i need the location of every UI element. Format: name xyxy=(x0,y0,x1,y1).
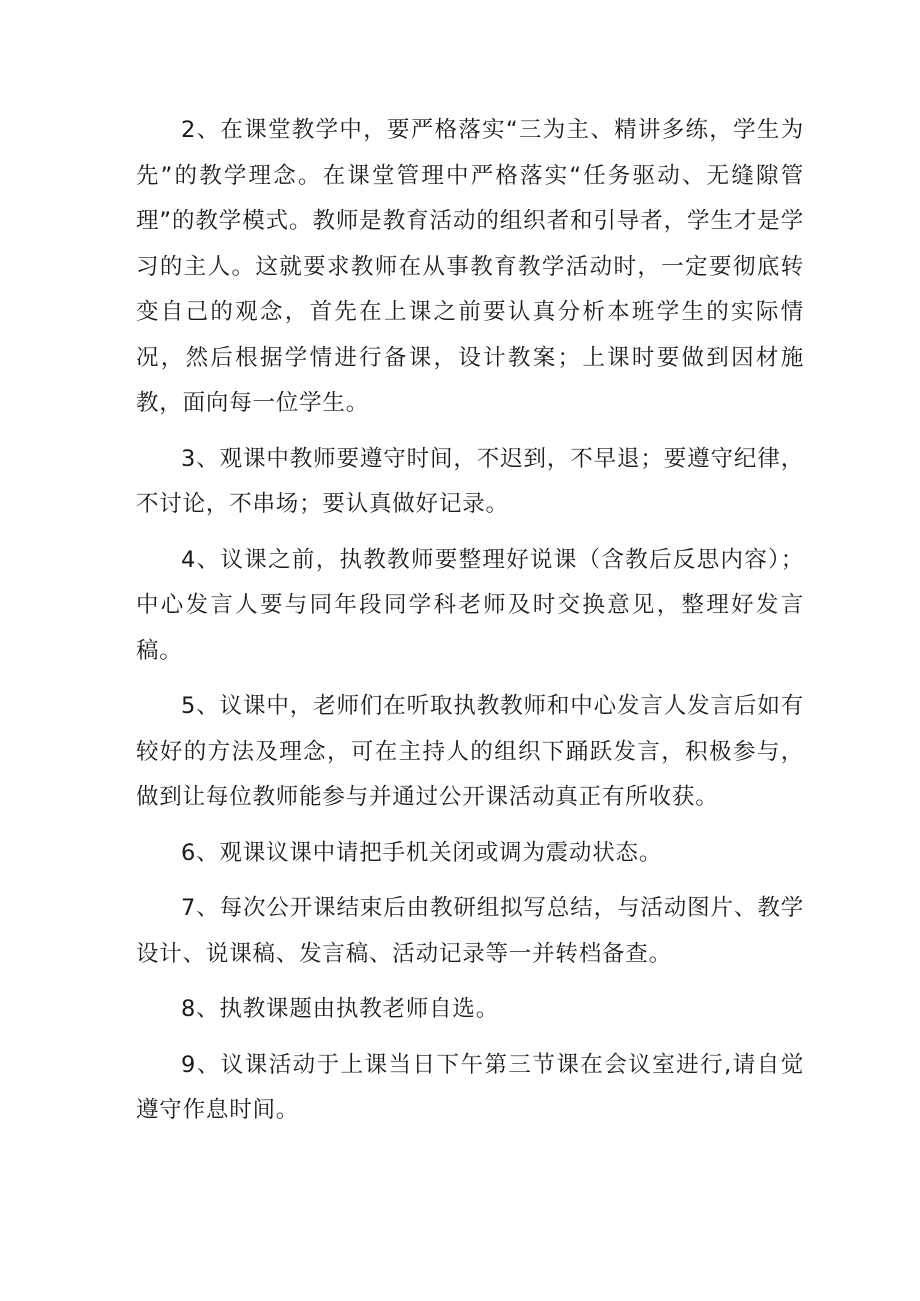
document-body xyxy=(136,108,804,1144)
paragraph-item-8: 8、执教课题由执教老师自选。 xyxy=(181,996,500,1022)
paragraph-item-7: 7、每次公开课结束后由教研组拟写总结，与活动图片、教学设计、说课稿、发言稿、活动记录等一并转档备查。 xyxy=(136,895,804,967)
paragraph-item-3: 3、观课中教师要遵守时间，不迟到，不早退；要遵守纪律，不讨论，不串场；要认真做好记录。 xyxy=(136,445,804,517)
paragraph-item-9: 9、议课活动于上课当日下午第三节课在会议室进行,请自觉遵守作息时间。 xyxy=(136,1051,804,1123)
paragraph-item-5: 5、议课中，老师们在听取执教教师和中心发言人发言后如有较好的方法及理念，可在主持人的组织下踊跃发言，积极参与，做到让每位教师能参与并通过公开课活动真正有所收获。 xyxy=(136,693,804,810)
paragraph-item-4: 4、议课之前，执教教师要整理好说课（含教后反思内容）；中心发言人要与同年段同学科老师及时交换意见，整理好发言稿。 xyxy=(136,546,804,664)
paragraph-item-2: 2、在课堂教学中，要严格落实“三为主、精讲多练，学生为先”的教学理念。在课堂管理中严格落实“任务驱动、无缝隙管理”的教学模式。教师是教育活动的组织者和引导者，学生才是学习的主人。这就要求教师在从事教育教学活动时，一定要彻底转变自己的观念，首先在上课之前要认真分析本班学生的实际情况，然后根据学情进行备课，设计教案；上课时要做到因材施教，面向每一位学生。 xyxy=(136,117,804,416)
paragraph-item-6: 6、观课议课中请把手机关闭或调为震动状态。 xyxy=(181,839,663,866)
